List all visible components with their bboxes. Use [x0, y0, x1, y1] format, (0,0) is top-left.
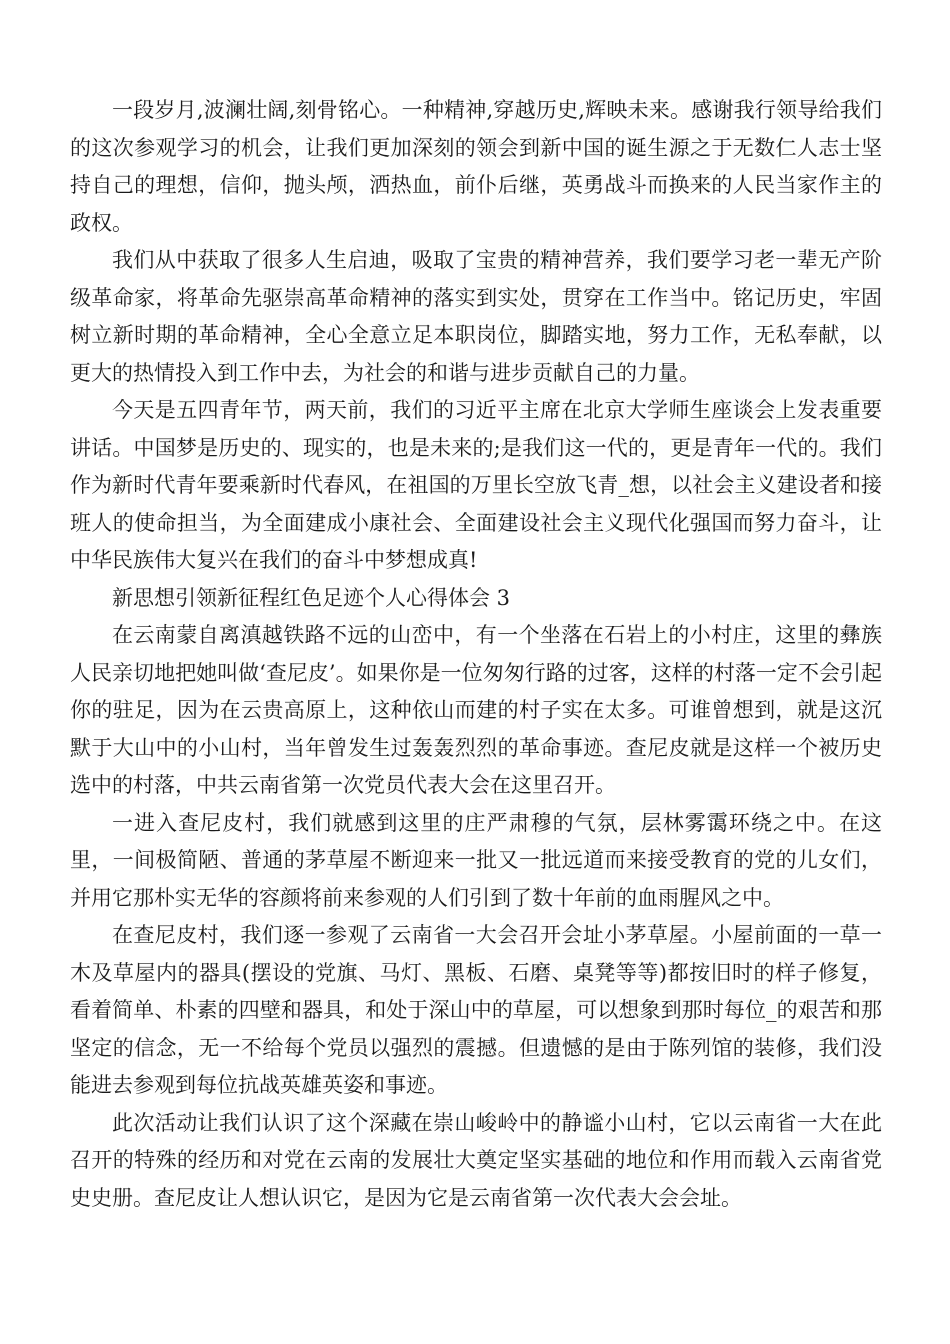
section-heading: 新思想引领新征程红色足迹个人心得体会 3 [112, 585, 511, 610]
paragraph: 我们从中获取了很多人生启迪，吸取了宝贵的精神营养，我们要学习老一辈无产阶级革命家，将革命先驱崇高革命精神的落实到实处，贯穿在工作当中。铭记历史，牢固树立新时期的革命精神，全心全意立足本职岗位，脚踏实地，努力工作，无私奉献，以更大的热情投入到工作中去，为社会的和谐与进步贡献自己的力量。 [70, 248, 882, 385]
paragraph: 一进入查尼皮村，我们就感到这里的庄严肃穆的气氛，层林雾霭环绕之中。在这里，一间极简陋、普通的茅草屋不断迎来一批又一批远道而来接受教育的党的儿女们，并用它那朴实无华的容颜将前来参观的人们引到了数十年前的血雨腥风之中。 [70, 810, 882, 910]
paragraph: 在查尼皮村，我们逐一参观了云南省一大会召开会址小茅草屋。小屋前面的一草一木及草屋内的器具(摆设的党旗、马灯、黑板、石磨、桌凳等等)都按旧时的样子修复，看着简单、朴素的四壁和器具，和处于深山中的草屋，可以想象到那时每位_的艰苦和那坚定的信念，无一不给每个党员以强烈的震撼。但遗憾的是由于陈列馆的装修，我们没能进去参观到每位抗战英雄英姿和事迹。 [70, 923, 882, 1097]
paragraph: 今天是五四青年节，两天前，我们的习近平主席在北京大学师生座谈会上发表重要讲话。中国梦是历史的、现实的，也是未来的;是我们这一代的，更是青年一代的。我们作为新时代青年要乘新时代春风，在祖国的万里长空放飞青_想，以社会主义建设者和接班人的使命担当，为全面建成小康社会、全面建设社会主义现代化强国而努力奋斗，让中华民族伟大复兴在我们的奋斗中梦想成真! [70, 398, 882, 572]
paragraph: 此次活动让我们认识了这个深藏在崇山峻岭中的静谧小山村，它以云南省一大在此召开的特殊的经历和对党在云南的发展壮大奠定坚实基础的地位和作用而载入云南省党史史册。查尼皮让人想认识它，是因为它是云南省第一次代表大会会址。 [70, 1110, 882, 1210]
paragraph: 一段岁月,波澜壮阔,刻骨铭心。一种精神,穿越历史,辉映未来。感谢我行领导给我们的这次参观学习的机会，让我们更加深刻的领会到新中国的诞生源之于无数仁人志士坚持自己的理想，信仰，抛头颅，洒热血，前仆后继，英勇战斗而换来的人民当家作主的政权。 [70, 98, 882, 235]
paragraph: 在云南蒙自离滇越铁路不远的山峦中，有一个坐落在石岩上的小村庄，这里的彝族人民亲切地把她叫做‘查尼皮’。如果你是一位匆匆行路的过客，这样的村落一定不会引起你的驻足，因为在云贵高原上，这种依山而建的村子实在太多。可谁曾想到，就是这沉默于大山中的小山村，当年曾发生过轰轰烈烈的革命事迹。查尼皮就是这样一个被历史选中的村落，中共云南省第一次党员代表大会在这里召开。 [70, 623, 882, 797]
document-body [70, 92, 882, 1217]
